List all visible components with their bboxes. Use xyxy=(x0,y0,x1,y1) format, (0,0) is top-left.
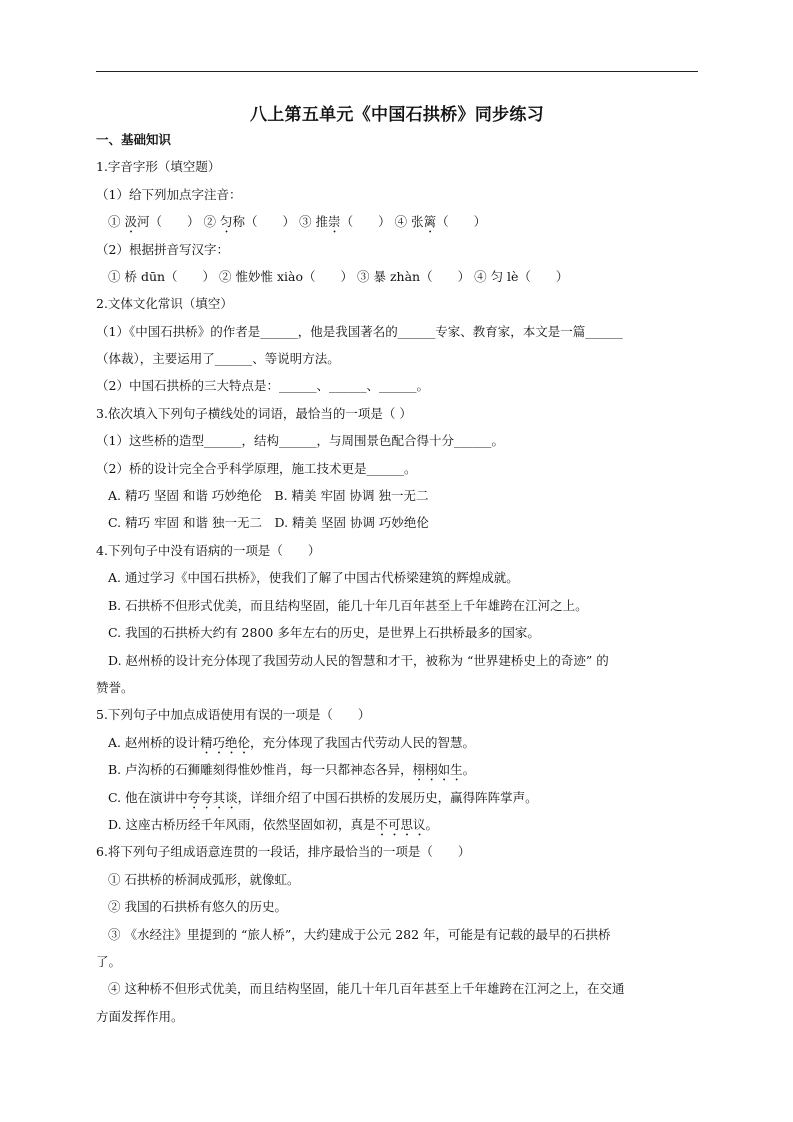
q5-option-d-idiom: 不可思议 xyxy=(375,817,426,832)
q6-sentence-3-line-2: 了。 xyxy=(96,954,122,969)
q4-option-c: C. 我国的石拱桥大约有 2800 多年左右的历史，是世界上石拱桥最多的国家。 xyxy=(108,625,540,640)
q5-title: 5.下列句子中加点成语使用有误的一项是（ ） xyxy=(96,707,371,722)
q5-option-a: A. 赵州桥的设计精巧绝伦，充分体现了我国古代劳动人民的智慧。 xyxy=(108,735,476,750)
q1-sub1-item-1: ① 汲河（ ） xyxy=(108,214,200,229)
q1-sub2-item-1: ① 桥 dūn（ ） xyxy=(108,269,216,284)
q4-option-d-line-1: D. 赵州桥的设计充分体现了我国劳动人民的智慧和才干，被称为 “世界建桥史上的奇迹” 的 xyxy=(108,653,609,668)
section-heading-basic: 一、基础知识 xyxy=(96,132,172,147)
q4-option-a: A. 通过学习《中国石拱桥》，使我们了解了中国古代桥梁建筑的辉煌成就。 xyxy=(108,570,519,585)
q1-sub1-item-3: ③ 推崇（ ） xyxy=(299,214,391,229)
q1-sub2-item-3: ③ 暴 zhàn（ ） xyxy=(357,269,471,284)
header-rule xyxy=(96,71,698,72)
q3-options-cd: C. 精巧 牢固 和谐 独一无二 D. 精美 坚固 协调 巧妙绝伦 xyxy=(108,515,429,530)
q3-options-ab: A. 精巧 坚固 和谐 巧妙绝伦 B. 精美 牢固 协调 独一无二 xyxy=(108,488,429,503)
q1-sub2-title: （2）根据拼音写汉字： xyxy=(96,242,229,257)
q6-sentence-2: ② 我国的石拱桥有悠久的历史。 xyxy=(108,899,287,914)
q5-option-c-idiom: 夸夸其谈 xyxy=(187,790,238,805)
q2-line-2: （体裁），主要运用了______、等说明方法。 xyxy=(96,351,340,366)
q4-option-b: B. 石拱桥不但形式优美，而且结构坚固，能几十年几百年甚至上千年雄跨在江河之上。 xyxy=(108,598,588,613)
q3-title: 3.依次填入下列句子横线处的词语，最恰当的一项是（ ） xyxy=(96,406,412,421)
q1-sub2-items xyxy=(108,268,568,286)
q2-line-1: （1）《中国石拱桥》的作者是______，他是我国著名的______专家、教育家，本文是一篇______ xyxy=(96,324,623,339)
q4-title: 4.下列句子中没有语病的一项是（ ） xyxy=(96,543,321,558)
q1-sub1-item-2: ② 匀称（ ） xyxy=(203,214,296,229)
q1-sub2-item-2: ② 惟妙惟 xiào（ ） xyxy=(219,269,354,284)
q3-line-2: （2）桥的设计完全合乎科学原理，施工技术更是______。 xyxy=(96,461,417,476)
q2-line-3: （2）中国石拱桥的三大特点是：______、______、______。 xyxy=(96,378,429,393)
q6-sentence-3-line-1: ③ 《水经注》里提到的 “旅人桥”，大约建成于公元 282 年，可能是有记载的最早的石拱桥 xyxy=(108,927,611,942)
q5-option-a-idiom: 精巧绝伦 xyxy=(199,735,250,750)
q1-sub1-items xyxy=(108,213,486,236)
q2-title: 2.文体文化常识（填空） xyxy=(96,296,233,311)
q5-option-b-idiom: 栩栩如生 xyxy=(412,762,463,777)
q1-title: 1.字音字形（填空题） xyxy=(96,159,221,174)
q6-sentence-4-line-2: 方面发挥作用。 xyxy=(96,1009,184,1024)
q1-sub1-title: （1）给下列加点字注音： xyxy=(96,187,242,202)
q5-option-b: B. 卢沟桥的石狮雕刻得惟妙惟肖，每一只都神态各异，栩栩如生。 xyxy=(108,762,476,777)
q5-option-d: D. 这座古桥历经千年风雨，依然坚固如初，真是不可思议。 xyxy=(108,817,439,832)
q1-sub2-item-4: ④ 匀 lè（ ） xyxy=(474,269,569,284)
q3-line-1: （1）这些桥的造型______，结构______，与周围景色配合得十分______。 xyxy=(96,433,504,448)
q6-title: 6.将下列句子组成语意连贯的一段话，排序最恰当的一项是（ ） xyxy=(96,844,471,859)
q6-sentence-4-line-1: ④ 这种桥不但形式优美，而且结构坚固，能几十年几百年甚至上千年雄跨在江河之上，在交通 xyxy=(108,981,625,996)
q5-option-c: C. 他在演讲中夸夸其谈，详细介绍了中国石拱桥的发展历史，赢得阵阵掌声。 xyxy=(108,790,538,805)
document-title: 八上第五单元《中国石拱桥》同步练习 xyxy=(249,105,545,125)
q4-option-d-line-2: 赞誉。 xyxy=(96,680,134,695)
q6-sentence-1: ① 石拱桥的桥洞成弧形，就像虹。 xyxy=(108,872,300,887)
q1-sub1-item-4: ④ 张篱（ ） xyxy=(394,214,487,229)
